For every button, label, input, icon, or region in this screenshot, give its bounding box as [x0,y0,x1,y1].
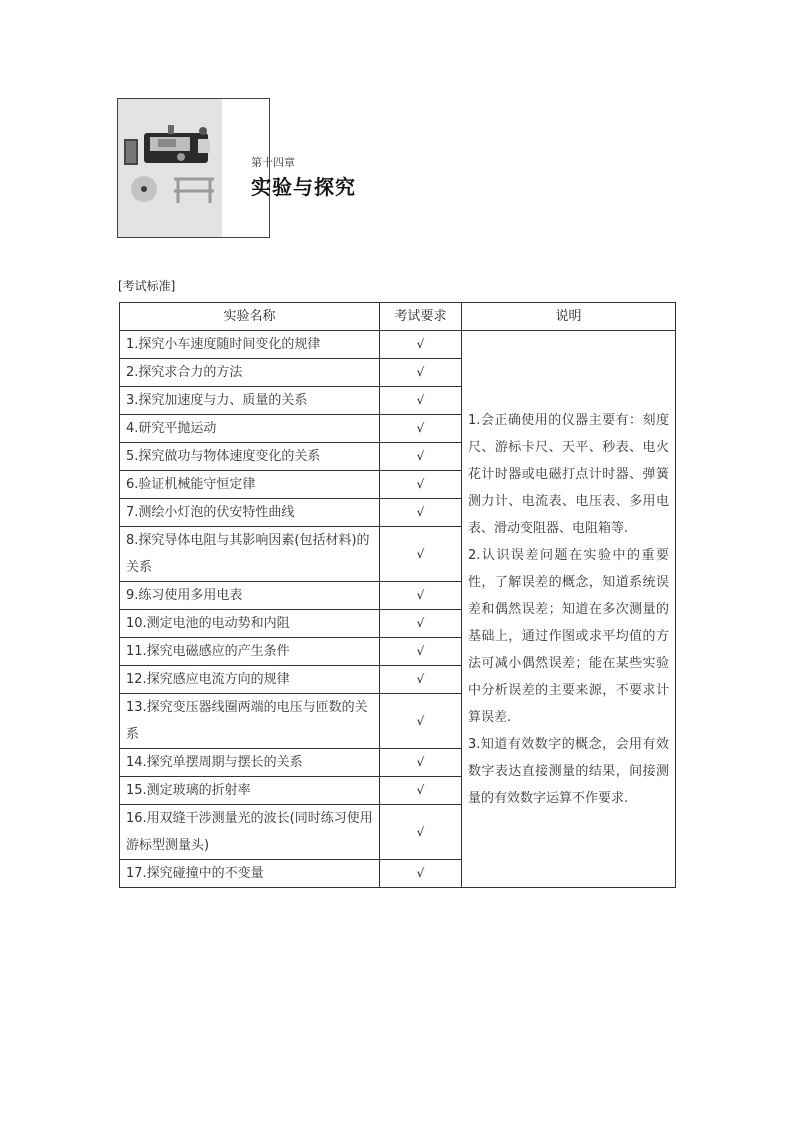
experiment-name: 17.探究碰撞中的不变量 [120,860,380,888]
experiment-name: 7.测绘小灯泡的伏安特性曲线 [120,499,380,527]
requirement-check: √ [380,638,462,666]
requirement-check: √ [380,860,462,888]
requirement-check: √ [380,471,462,499]
requirement-check: √ [380,387,462,415]
experiment-name: 15.测定玻璃的折射率 [120,777,380,805]
chapter-number: 第十四章 [251,156,295,169]
apparatus-photo [118,99,222,237]
requirement-check: √ [380,694,462,749]
requirement-check: √ [380,527,462,582]
experiment-name: 12.探究感应电流方向的规律 [120,666,380,694]
experiment-name: 2.探究求合力的方法 [120,359,380,387]
requirement-check: √ [380,499,462,527]
requirement-check: √ [380,331,462,359]
experiment-name: 13.探究变压器线圈两端的电压与匝数的关系 [120,694,380,749]
experiment-name: 1.探究小车速度随时间变化的规律 [120,331,380,359]
experiment-name: 3.探究加速度与力、质量的关系 [120,387,380,415]
requirement-check: √ [380,582,462,610]
apparatus-illustration [118,99,222,237]
table-row [120,331,676,359]
requirement-check: √ [380,805,462,860]
requirement-check: √ [380,777,462,805]
requirement-check: √ [380,443,462,471]
experiment-name: 6.验证机械能守恒定律 [120,471,380,499]
requirement-check: √ [380,415,462,443]
chapter-header [117,98,356,238]
experiment-name: 11.探究电磁感应的产生条件 [120,638,380,666]
column-header: 说明 [462,303,676,331]
note-paragraph: 2.认识误差问题在实验中的重要性，了解误差的概念，知道系统误差和偶然误差；知道在多次测量的基础上，通过作图或求平均值的方法可减小偶然误差；能在某些实验中分析误差的主要来源，不要求计算误差. [468,547,669,725]
experiment-name: 8.探究导体电阻与其影响因素(包括材料)的关系 [120,527,380,582]
experiment-name: 16.用双缝干涉测量光的波长(同时练习使用游标型测量头) [120,805,380,860]
column-header: 实验名称 [120,303,380,331]
note-paragraph: 3.知道有效数字的概念，会用有效数字表达直接测量的结果，间接测量的有效数字运算不作要求. [468,736,669,806]
notes-cell [462,331,676,888]
requirement-check: √ [380,749,462,777]
column-header: 考试要求 [380,303,462,331]
section-label: [考试标准] [118,279,176,293]
requirement-check: √ [380,610,462,638]
exam-standards-table [119,302,676,888]
note-paragraph: 1.会正确使用的仪器主要有：刻度尺、游标卡尺、天平、秒表、电火花计时器或电磁打点计时器、弹簧测力计、电流表、电压表、多用电表、滑动变阻器、电阻箱等. [468,412,669,536]
requirement-check: √ [380,666,462,694]
table-header-row [120,303,676,331]
experiment-name: 10.测定电池的电动势和内阻 [120,610,380,638]
chapter-title: 实验与探究 [251,175,356,199]
experiment-name: 14.探究单摆周期与摆长的关系 [120,749,380,777]
requirement-check: √ [380,359,462,387]
experiment-name: 9.练习使用多用电表 [120,582,380,610]
experiment-name: 4.研究平抛运动 [120,415,380,443]
experiment-name: 5.探究做功与物体速度变化的关系 [120,443,380,471]
